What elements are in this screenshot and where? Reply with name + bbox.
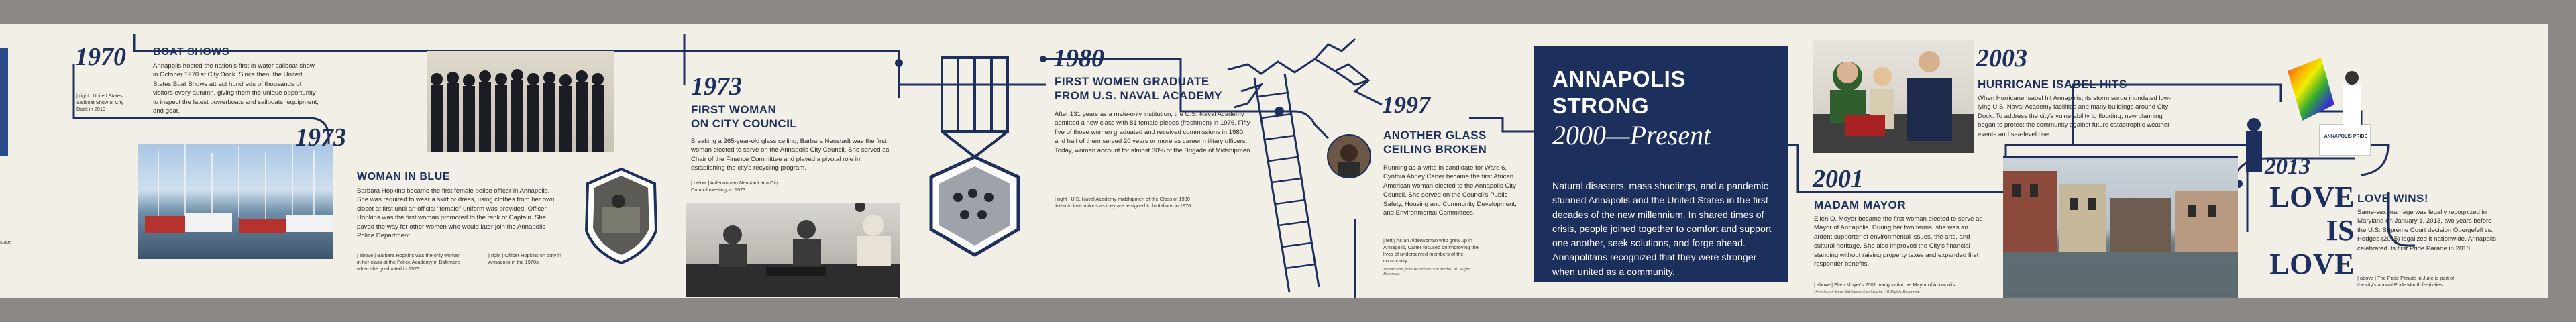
woman-in-blue-caption-left: | above | Barbara Hopkins was the only woman in her class at the Police Academy in Baltimore when she graduated in 1973. (357, 252, 461, 272)
boat-shows-title: BOAT SHOWS (153, 46, 230, 58)
present-title-line1: ANNAPOLIS (1552, 66, 1686, 91)
council-year: 1973 (691, 72, 742, 101)
naval-caption: | right | U.S. Naval Academy midshipmen of the Class of 1980 listen to instructions as they are assigned to battalions in 1976. (1055, 196, 1193, 209)
love-stack-2: IS (2326, 214, 2355, 247)
council-caption: | below | Alderwoman Neustadt at a City Council meeting, c. 1973. (691, 180, 779, 193)
boat-shows-year: 1970 (75, 43, 126, 71)
isabel-year: 2003 (1976, 44, 2027, 72)
woman-in-blue-body: Barbara Hopkins became the first female police officer in Annapolis. She was required to wear a skirt or dress, using clothes from her own closet at first until an official "female" uniform was provided. Officer Hopkins was the first woman promoted to the rank of Captain. She paved the way for other women who would later join the Annapolis Police Department. (357, 187, 555, 240)
council-title-line2: ON CITY COUNCIL (691, 117, 798, 130)
isabel-title: HURRICANE ISABEL HITS (1978, 78, 2127, 91)
council-body: Breaking a 265-year-old glass ceiling, Barbara Neustadt was the first woman elected to serve on the Annapolis City Council. She served as Chair of the Finance Committee and played a pivotal role in establishing the city's recycling program. (691, 138, 890, 172)
glass-ceiling-caption: | left | As an Alderwoman who grew up in Annapolis, Carter focused on improving the lives of underserved members of the community. (1383, 237, 1479, 264)
present-subtitle: 2000—Present (1552, 120, 1711, 150)
naval-medal-photo (924, 56, 1025, 271)
glass-ceiling-title-line1: ANOTHER GLASS (1383, 129, 1487, 142)
mayor-title: MADAM MAYOR (1814, 199, 1907, 211)
mayor-year: 2001 (1813, 165, 1864, 193)
isabel-body: When Hurricane Isabel hit Annapolis, its storm surge inundated low-lying U.S. Naval Academy facilities and many buildings around City Dock. To address the city's vulnerability to flooding, new planning began to protect the community against future catastrophic weather events and sea-level rise. (1978, 95, 2171, 138)
glass-ceiling-body: Running as a write-in candidate for Ward 6, Cynthia Abney Carter became the first African American woman elected to the Annapolis City Council. She served on the Council's Public Safety, Housing and Community Development, and Environmental Committees. (1383, 164, 1517, 217)
left-edge-photo (0, 48, 8, 156)
woman-in-blue-title: WOMAN IN BLUE (357, 171, 450, 182)
mayor-credit: Permission from Baltimore Sun Media. All Rights Reserved. (1814, 290, 1921, 294)
police-badge-photo (581, 166, 661, 266)
left-edge-caption: state (0, 239, 11, 245)
glass-ceiling-year: 1997 (1382, 91, 1430, 118)
pride-banner-text: ANNAPOLIS PRIDE (2324, 134, 2368, 139)
council-title-line1: FIRST WOMAN (691, 103, 777, 116)
love-stack-3: LOVE (2269, 248, 2355, 280)
council-meeting-photo (686, 203, 900, 297)
police-officers-photo (427, 51, 614, 152)
timeline-panel (0, 24, 2548, 298)
hurricane-flood-photo (2003, 156, 2238, 298)
naval-title-line2: FROM U.S. NAVAL ACADEMY (1055, 89, 1222, 102)
love-wins-caption: | above | The Pride Parade in June is part of the city's annual Pride Month festivities. (2357, 275, 2455, 288)
naval-year: 1980 (1053, 44, 1104, 72)
present-body: Natural disasters, mass shootings, and a pandemic stunned Annapolis and the United States in the first decades of the new millennium. In shared times of crisis, people joined together to comfort and support one another, seek solutions, and forge ahead. Annapolitans recognized that they were stronger when united as a community. (1552, 181, 1772, 278)
mayor-caption: | above | Ellen Moyer's 2001 inauguration as Mayor of Annapolis. (1814, 282, 1957, 288)
naval-title-line1: FIRST WOMEN GRADUATE (1055, 75, 1210, 88)
boat-show-photo (138, 144, 333, 259)
glass-ceiling-credit: Permission from Baltimore Sun Media. All Rights Reserved. (1383, 267, 1471, 276)
love-stack-1: LOVE (2269, 180, 2355, 213)
mayor-inauguration-photo (1813, 40, 1974, 153)
present-era-panel (1534, 46, 1788, 282)
carter-portrait (1327, 134, 1371, 178)
boat-shows-caption: | right | United States Sailboat Show at City Dock in 2019 (76, 93, 124, 112)
present-title-line2: STRONG (1552, 93, 1650, 118)
woman-in-blue-year: 1973 (295, 123, 346, 152)
boat-shows-body: Annapolis hosted the nation's first in-water sailboat show in October 1970 at City Dock. Since then, the United States Boat Shows attract hundreds of thousands of visitors every autumn, giving them the unique opportunity to inspect the latest powerboats and sailboats, equipment, and gear. (153, 62, 319, 115)
woman-in-blue-caption-right: | right | Officer Hopkins on duty in Annapolis in the 1970s. (488, 252, 561, 265)
mayor-body: Ellen O. Moyer became the first woman elected to serve as Mayor of Annapolis. During her two terms, she was an ardent supporter of environmental issues, the arts, and cultural heritage. She also improved the City's financial standing without raising property taxes and expanded first responder benefits. (1814, 215, 1983, 268)
naval-body: After 131 years as a male-only institution, the U.S. Naval Academy admitted a new class with 81 female plebes (freshmen) in 1976. Fifty-five of those women graduated and received commissions in 1980, and half of them served 20 years or more as career military officers. Today, women account for almost 30% of the Brigade of Midshipmen. (1055, 111, 1252, 154)
love-wins-body: Same-sex marriage was legally recognized in Maryland on January 1, 2013, two years before the U.S. Supreme Court decision Obergefell vs. Hodges (2015) legalized it nationwide. Annapolis celebrated its first Pride Parade in 2018. (2357, 209, 2496, 252)
love-wins-year: 2013 (2265, 154, 2310, 179)
love-wins-title: LOVE WINS! (2357, 192, 2429, 205)
glass-ceiling-title-line2: CEILING BROKEN (1383, 143, 1487, 156)
